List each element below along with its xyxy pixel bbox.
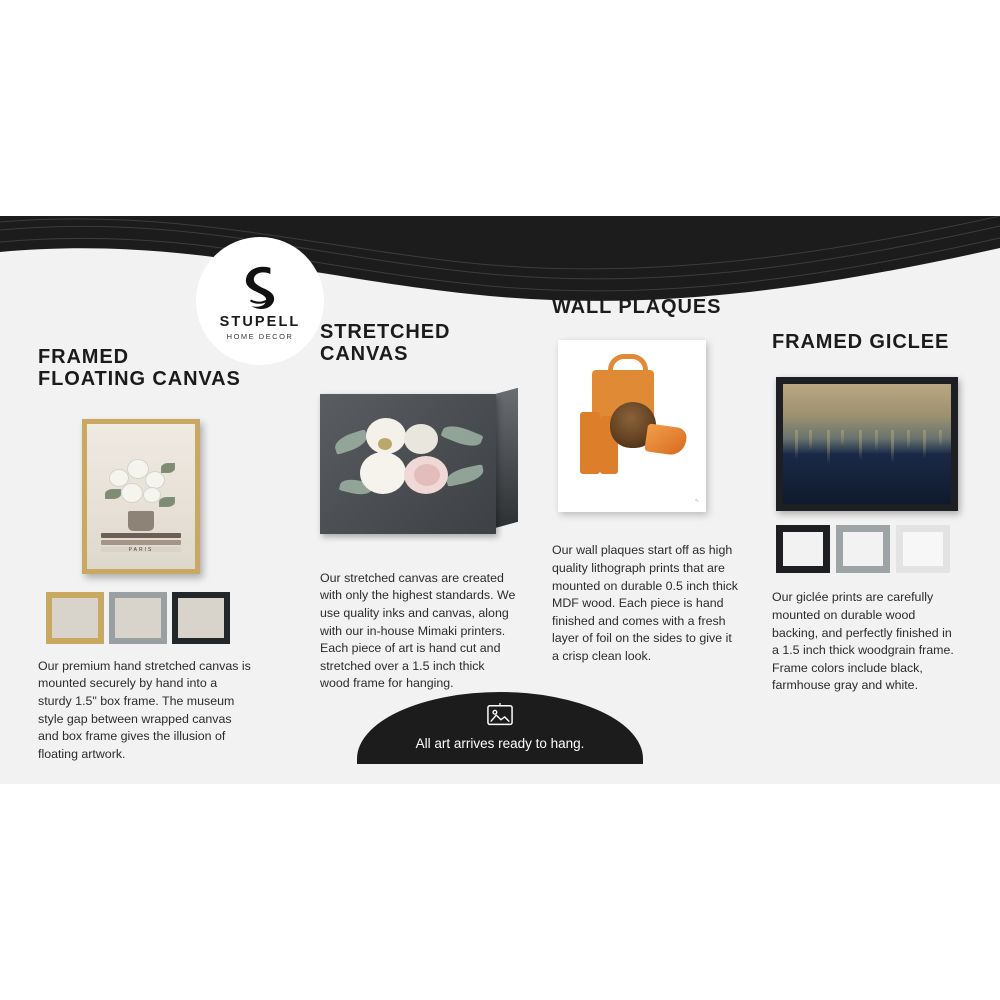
section-framed-floating-canvas <box>38 346 278 763</box>
canvas-side-depth <box>496 388 518 528</box>
section-wall-plaques <box>552 296 747 666</box>
framed-picture-icon <box>485 703 515 729</box>
product-construction-infographic <box>0 216 1000 784</box>
section-title-stretched-canvas <box>320 321 525 366</box>
section-title-framed-giclee: FRAMED GICLEE <box>772 331 950 353</box>
section-title-line2: CANVAS <box>320 343 409 366</box>
black-woodgrain-frame <box>776 377 958 511</box>
section-body-framed-floating-canvas: Our premium hand stretched canvas is mounted securely by hand into a sturdy 1.5" box frame. The museum style gap between wrapped canvas and box frame gives the illusion of floating artwork. <box>38 658 251 761</box>
ready-to-hang-ribbon <box>357 692 643 764</box>
artwork-caption: PARIS <box>128 546 154 553</box>
swatch-black <box>172 592 230 644</box>
vase-illustration <box>128 511 154 531</box>
section-title-line1: FRAMED <box>38 346 129 368</box>
section-stretched-canvas <box>320 321 525 693</box>
canvas-face-image <box>320 394 496 534</box>
boot-left-illustration <box>580 412 600 474</box>
section-body-framed-giclee: Our giclée prints are carefully mounted on durable wood backing, and perfectly finished in a 1.5 inch thick woodgrain frame. Frame colors include black, farmhouse gray and white. <box>772 590 954 693</box>
section-title-framed-floating-canvas <box>38 346 278 391</box>
brand-name: STUPELL <box>219 313 301 330</box>
stacked-books-illustration <box>101 531 181 553</box>
swatch-farmhouse-gray <box>836 525 890 573</box>
stupell-swirl-logo-icon <box>234 261 286 313</box>
abstract-drip-texture <box>783 430 951 471</box>
floating-canvas-image <box>87 424 195 569</box>
framed-floating-canvas-artwork <box>82 419 200 574</box>
scarf-illustration <box>644 424 688 457</box>
stretched-canvas-artwork <box>320 388 518 538</box>
section-framed-giclee <box>772 331 972 695</box>
section-title-line2: FLOATING CANVAS <box>38 368 241 391</box>
wall-plaque-artwork <box>558 340 706 512</box>
framed-giclee-artwork <box>776 377 958 511</box>
giclee-image <box>783 384 951 504</box>
section-body-stretched-canvas: Our stretched canvas are created with only the highest standards. We use quality inks and canvas, along with our in-house Mimaki printers. Each piece of art is hand cut and stretched over a 1.5 inch thick wood frame for hanging. <box>320 570 516 691</box>
ready-to-hang-text: All art arrives ready to hang. <box>415 736 585 751</box>
swatch-black <box>776 525 830 573</box>
swatch-gray <box>109 592 167 644</box>
brand-tagline: HOME DECOR <box>226 332 294 342</box>
frame-color-swatches-floating <box>46 592 278 644</box>
section-title-wall-plaques: WALL PLAQUES <box>552 296 722 318</box>
section-body-wall-plaques: Our wall plaques start off as high quality lithograph prints that are mounted on durable 0.5 inch thick MDF wood. Each piece is hand finished and comes with a fresh layer of foil on the sides to give it a crisp clean look. <box>552 543 738 664</box>
hydrangea-bouquet-illustration <box>105 459 177 517</box>
swatch-white <box>896 525 950 573</box>
swatch-gold <box>46 592 104 644</box>
artist-signature: ∿ <box>694 498 699 505</box>
frame-color-swatches-giclee <box>776 525 972 573</box>
section-title-line1: STRETCHED <box>320 321 451 343</box>
